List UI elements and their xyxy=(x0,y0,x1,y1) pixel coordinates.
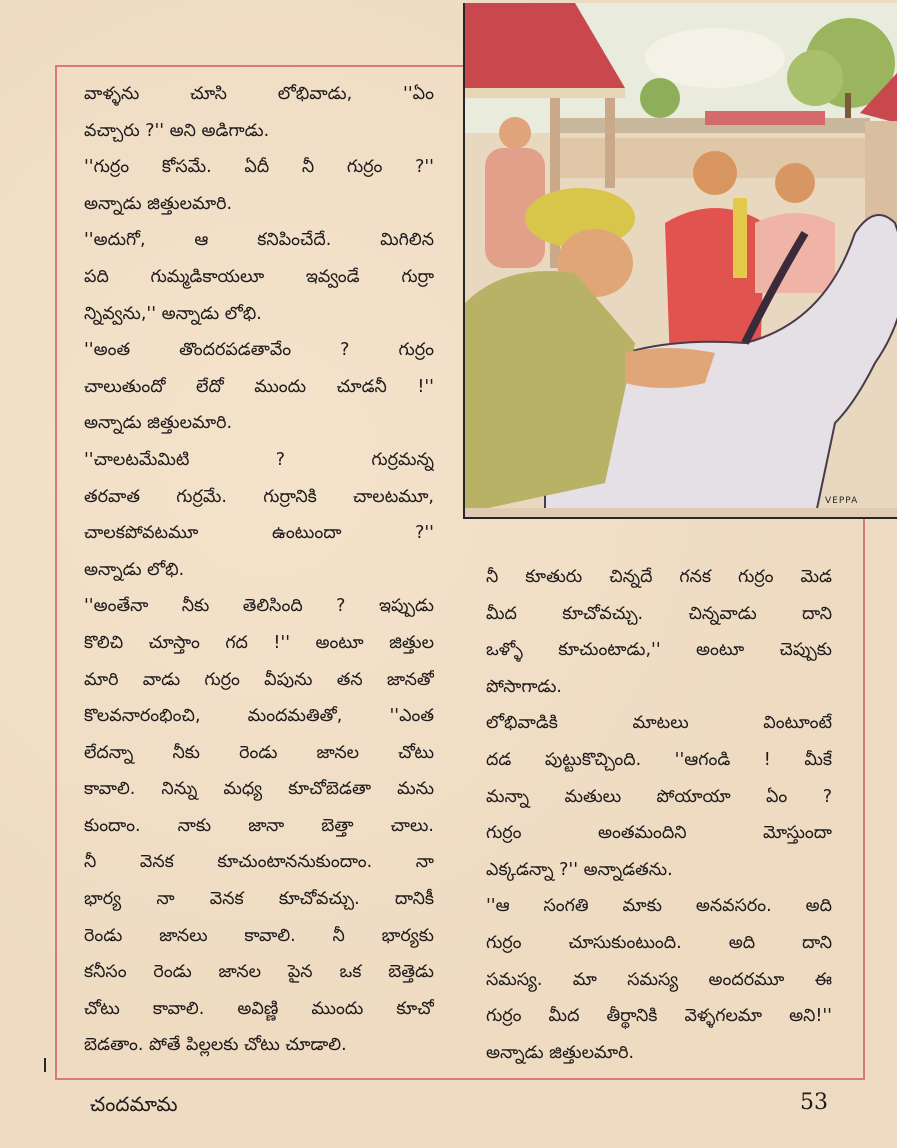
text-line: చాలుతుందో లేదో ముందు చూడనీ !'' xyxy=(84,376,434,397)
text-line: మారి వాడు గుర్రం వీపును తన జానతో xyxy=(84,669,434,690)
text-line: గుర్రం చూసుకుంటుంది. అది దాని xyxy=(486,932,832,953)
text-line: వచ్చారు ?'' అని అడిగాడు. xyxy=(84,120,270,141)
text-line: ''అదుగో, ఆ కనిపించేదే. మిగిలిన xyxy=(84,230,434,251)
text-line: నీ కూతురు చిన్నదే గనక గుర్రం మెడ xyxy=(486,567,832,587)
text-line: అన్నాడు లోభి. xyxy=(84,559,185,580)
magazine-name: చందమామ xyxy=(90,1092,178,1116)
text-line: దడ పుట్టుకొచ్చింది. ''ఆగండి ! మీకే xyxy=(486,749,832,770)
text-line: కనీసం రెండు జానల పైన ఒక బెత్తెడు xyxy=(84,962,434,983)
text-line: కొలిచి చూస్తాం గద !'' అంటూ జిత్తుల xyxy=(84,632,434,653)
text-line: లోభివాడికి మాటలు వింటూంటే xyxy=(486,713,832,734)
text-line: కావాలి. నిన్ను మధ్య కూచోబెడతా మను xyxy=(84,779,434,800)
artist-signature: VEPPA xyxy=(825,496,859,506)
story-illustration xyxy=(463,3,897,519)
text-line: అన్నాడు జిత్తులమారి. xyxy=(486,1042,635,1063)
text-line: ''అంతేనా నీకు తెలిసింది ? ఇప్పుడు xyxy=(84,596,434,617)
text-line: నీ వెనక కూచుంటాననుకుందాం. నా xyxy=(84,852,434,873)
text-line: మన్నా మతులు పోయాయా ఏం ? xyxy=(486,786,832,807)
text-line: న్నివ్వను,'' అన్నాడు లోభి. xyxy=(84,303,262,324)
text-line: ''చాలటమేమిటి ? గుర్రమన్న xyxy=(84,449,434,470)
text-line: చోటు కావాలి. అవిణ్ణి ముందు కూచో xyxy=(84,998,434,1019)
text-line: పది గుమ్మడికాయలూ ఇవ్వండే గుర్రా xyxy=(84,266,434,287)
text-line: ''ఆ సంగతి మాకు అనవసరం. అది xyxy=(486,896,832,917)
text-line: అన్నాడు జిత్తులమారి. xyxy=(84,413,233,434)
text-line: లేదన్నా నీకు రెండు జానల చోటు xyxy=(84,742,434,763)
text-line: తరవాత గుర్రమే. గుర్రానికి చాలటమూ, xyxy=(84,486,434,507)
text-line: గుర్రం మీద తీర్థానికి వెళ్ళగలమా అని!'' xyxy=(486,1006,832,1027)
right-text-column xyxy=(486,559,832,1071)
text-line: చాలకపోవటమూ ఉంటుందా ?'' xyxy=(84,523,434,544)
text-line: ఒళ్ళో కూచుంటాడు,'' అంటూ చెప్పుకు xyxy=(486,640,832,661)
text-line: కుందాం. నాకు జానా బెత్తా చాలు. xyxy=(84,815,434,836)
text-line: సమస్య. మా సమస్య అందరమూ ఈ xyxy=(486,969,832,990)
text-line: ''గుర్రం కోసమే. ఏదీ నీ గుర్రం ?'' xyxy=(84,157,434,178)
text-line: ''అంత తొందరపడతావేం ? గుర్రం xyxy=(84,340,434,361)
text-line: ఎక్కడన్నా ?'' అన్నాడతను. xyxy=(486,859,673,880)
text-line: అన్నాడు జిత్తులమారి. xyxy=(84,193,233,214)
text-line: బెడతాం. పోతే పిల్లలకు చోటు చూడాలి. xyxy=(84,1035,347,1056)
text-line: భార్య నా వెనక కూచోవచ్చు. దానికీ xyxy=(84,889,434,910)
text-line: వాళ్ళను చూసి లోభివాడు, ''ఏం xyxy=(84,84,434,104)
text-line: రెండు జానలు కావాలి. నీ భార్యకు xyxy=(84,925,434,946)
text-line: మీద కూచోవచ్చు. చిన్నవాడు దాని xyxy=(486,603,832,624)
margin-mark xyxy=(44,1058,46,1072)
text-line: కొలవనారంభించి, మందమతితో, ''ఎంత xyxy=(84,706,434,727)
text-line: పోసాగాడు. xyxy=(486,676,562,697)
text-line: గుర్రం అంతమందిని మోస్తుందా xyxy=(486,823,832,844)
left-text-column xyxy=(84,76,434,1064)
page-number: 53 xyxy=(800,1090,828,1115)
